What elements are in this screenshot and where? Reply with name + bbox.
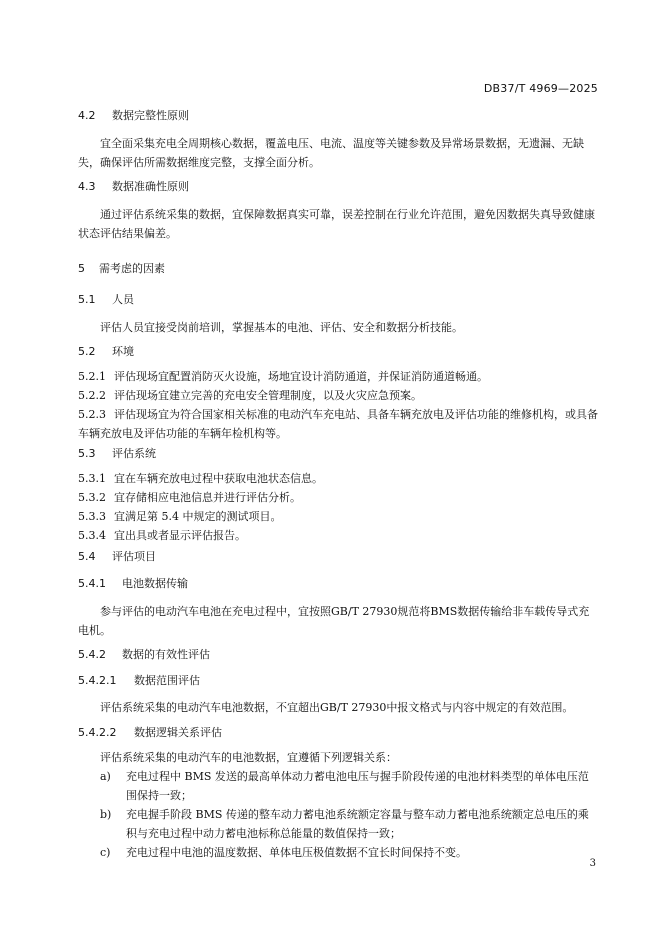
section-5-1 [78, 290, 598, 337]
section-heading: 5.4.1 电池数据传输 [78, 577, 188, 590]
section-paragraph: 评估系统采集的电动汽车电池数据，不宜超出GB/T 27930中报文格式与内容中规定的有效范围。 [100, 701, 574, 714]
section-paragraph: 通过评估系统采集的数据，宜保障数据真实可靠，误差控制在行业允许范围，避免因数据失真导致健康状态评估结果偏差。 [78, 208, 595, 240]
section-heading: 5.1 人员 [78, 293, 134, 306]
section-4-3 [78, 177, 598, 243]
section-5-3 [78, 444, 598, 545]
section-heading: 4.3 数据准确性原则 [78, 180, 189, 193]
clause-item: 5.3.1 宜在车辆充放电过程中获取电池状态信息。 [78, 472, 323, 485]
clause-item: 5.3.2 宜存储相应电池信息并进行评估分析。 [78, 491, 301, 504]
section-paragraph: 评估系统采集的电动汽车的电池数据，宜遵循下列逻辑关系： [100, 751, 397, 764]
clause-list [78, 367, 598, 443]
section-paragraph: 评估人员宜接受岗前培训，掌握基本的电池、评估、安全和数据分析技能。 [100, 321, 463, 334]
list-item: b) 充电握手阶段 BMS 传递的整车动力蓄电池系统额定容量与整车动力蓄电池系统额定总电压的乘积与充电过程中动力蓄电池标称总能量的数值保持一致； [100, 808, 589, 840]
document-number: DB37/T 4969—2025 [483, 82, 598, 95]
page-number: 3 [589, 858, 596, 869]
section-heading: 5.4 评估项目 [78, 550, 156, 563]
chapter-5-heading: 5 需考虑的因素 [78, 262, 165, 275]
section-heading: 4.2 数据完整性原则 [78, 109, 189, 122]
clause-item: 5.2.3 评估现场宜为符合国家相关标准的电动汽车充电站、具备车辆充放电及评估功能的维修机构，或具备车辆充放电及评估功能的车辆年检机构等。 [78, 408, 598, 440]
clause-list [78, 469, 598, 545]
section-heading: 5.4.2 数据的有效性评估 [78, 648, 210, 661]
list-item: c) 充电过程中电池的温度数据、单体电压极值数据不宜长时间保持不变。 [100, 846, 467, 859]
list-item: a) 充电过程中 BMS 发送的最高单体动力蓄电池电压与握手阶段传递的电池材料类型的单体电压范围保持一致； [100, 770, 589, 802]
section-heading: 5.4.2.2 数据逻辑关系评估 [78, 726, 222, 739]
section-5-2 [78, 342, 598, 443]
section-paragraph: 宜全面采集充电全周期核心数据，覆盖电压、电流、温度等关键参数及异常场景数据，无遗漏、无缺失，确保评估所需数据维度完整，支撑全面分析。 [78, 137, 584, 169]
section-5-4-2-1 [78, 671, 598, 717]
section-heading: 5.2 环境 [78, 345, 134, 358]
section-5-4-2-2 [78, 723, 598, 862]
enumerated-list [78, 767, 598, 862]
section-5-4-1 [78, 574, 598, 640]
section-heading: 5.4.2.1 数据范围评估 [78, 674, 200, 687]
clause-item: 5.2.1 评估现场宜配置消防灭火设施，场地宜设计消防通道，并保证消防通道畅通。 [78, 370, 488, 383]
clause-item: 5.3.3 宜满足第 5.4 中规定的测试项目。 [78, 510, 282, 523]
clause-item: 5.2.2 评估现场宜建立完善的充电安全管理制度，以及火灾应急预案。 [78, 389, 422, 402]
section-heading: 5.3 评估系统 [78, 447, 156, 460]
section-4-2 [78, 106, 598, 172]
clause-item: 5.3.4 宜出具或者显示评估报告。 [78, 529, 246, 542]
section-paragraph: 参与评估的电动汽车电池在充电过程中，宜按照GB/T 27930规范将BMS数据传输给非车载传导式充电机。 [78, 605, 590, 637]
section-5-4 [78, 547, 598, 566]
section-5-4-2 [78, 645, 598, 664]
